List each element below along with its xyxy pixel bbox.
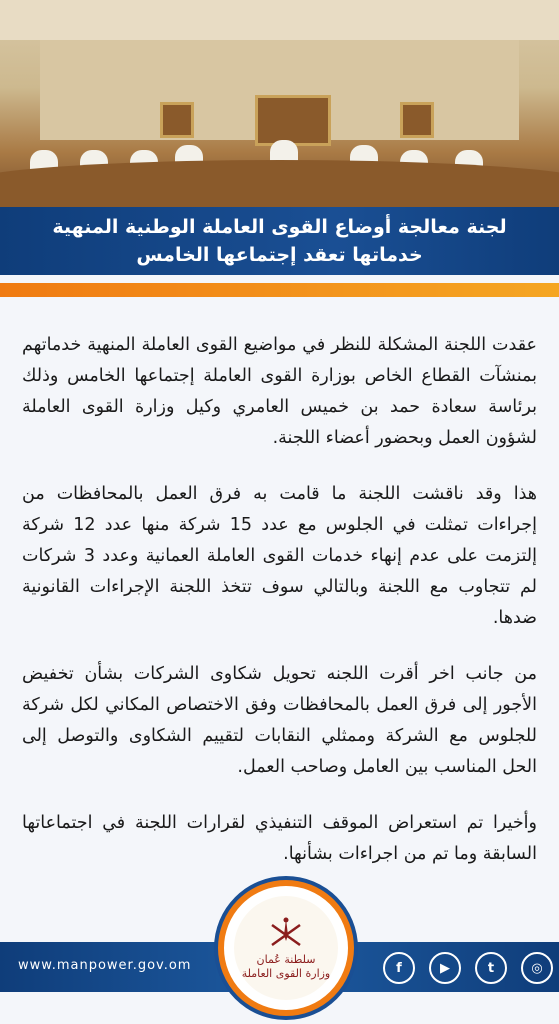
website-link[interactable]: www.manpower.gov.om — [18, 958, 192, 973]
paragraph: عقدت اللجنة المشكلة للنظر في مواضيع القوى العاملة المنهية خدماتهم بمنشآت القطاع الخاص بوزارة القوى العاملة إجتماعها الخامس وذلك برئاسة سعادة حمد بن خميس العامري وكيل وزارة القوى العاملة لشؤون العمل وبحضور أعضاء اللجنة. — [22, 335, 537, 448]
twitter-icon[interactable]: t — [475, 952, 507, 984]
paragraph: هذا وقد ناقشت اللجنة ما قامت به فرق العمل بالمحافظات من إجراءات تمثلت في الجلوس مع عدد 15 شركة منها عدد 12 شركة إلتزمت على عدم إنهاء خدمات القوى العاملة العمانية وعدد 3 شركات لم تتجاوب مع اللجنة وبالتالي سوف تتخذ اللجنة الإجراءات القانونية ضدها. — [22, 484, 537, 628]
instagram-icon[interactable]: ◎ — [521, 952, 553, 984]
facebook-icon[interactable]: f — [383, 952, 415, 984]
page-title: لجنة معالجة أوضاع القوى العاملة الوطنية المنهية خدماتها تعقد إجتماعها الخامس — [52, 216, 507, 266]
logo-text: سلطنة عُمان وزارة القوى العاملة — [241, 953, 331, 980]
accent-stripe — [0, 283, 559, 297]
title-banner — [0, 207, 559, 275]
youtube-icon[interactable]: ▶ — [429, 952, 461, 984]
social-links — [383, 952, 553, 984]
paragraph: وأخيرا تم استعراض الموقف التنفيذي لقرارات اللجنة في اجتماعاتها السابقة وما تم من اجراءات بشأنها. — [22, 813, 537, 864]
khanjar-emblem-icon — [266, 915, 306, 951]
article-body — [22, 330, 537, 895]
header-photo — [0, 0, 559, 218]
paragraph: من جانب اخر أقرت اللجنه تحويل شكاوى الشركات بشأن تخفيض الأجور إلى فرق العمل بالمحافظات وفق الاختصاص المكاني لكل شركة للجلوس مع الشركة وممثلي النقابات لتقييم الشكاوى والتوصل إلى الحل المناسب بين العامل وصاحب العمل. — [22, 664, 537, 777]
ministry-logo — [218, 880, 354, 1016]
